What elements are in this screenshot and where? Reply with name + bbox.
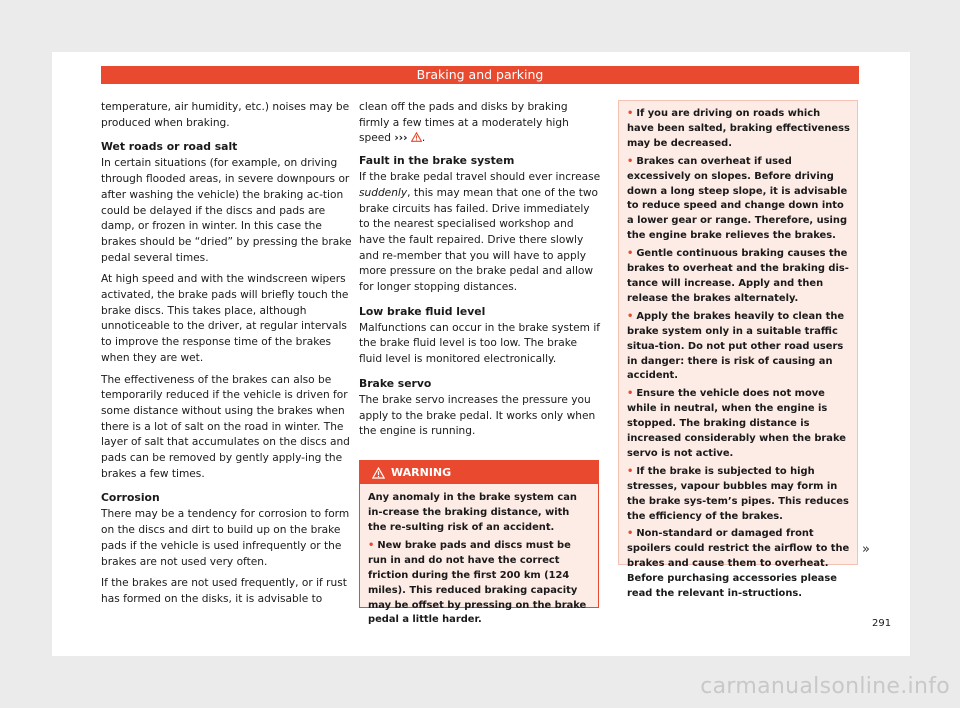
warning-item: • Non-standard or damaged front spoilers could restrict the airflow to the brakes and cause them to overheat. Before purchasing accessories please read the relevant in-structions. (627, 528, 850, 600)
text-column-middle (359, 100, 601, 446)
warning-header (360, 461, 598, 484)
warning-item: • Gentle continuous braking causes the brakes to overheat and the braking dis-tance will increase. Apply and then release the brakes alternately. (627, 248, 849, 304)
paragraph: There may be a tendency for corrosion to form on the discs and dirt to build up on the brake pads if the vehicle is used infrequently or the brakes are not used very often. (101, 508, 350, 568)
cross-reference[interactable]: ››› (394, 132, 408, 145)
bullet-icon: • (627, 388, 634, 400)
paragraph: Malfunctions can occur in the brake system if the brake fluid level is too low. The brake fluid level is monitored electronically. (359, 321, 601, 366)
warning-item: • Brakes can overheat if used excessively on slopes. Before driving down a long steep slope, it is advisable to reduce speed and change down into a lower gear or range. Therefore, using the engine brake relieves the brakes. (627, 155, 848, 242)
warning-item: • New brake pads and discs must be run in and do not have the correct friction during the first 200 km (124 miles). This reduced braking capacity may be offset by pressing on the brake pedal a little harder. (368, 540, 587, 626)
heading-fault: Fault in the brake system (359, 154, 515, 168)
continue-arrow-icon: » (862, 542, 870, 557)
section-header: Braking and parking (101, 66, 859, 84)
warning-continued-box (618, 100, 858, 600)
paragraph: In certain situations (for example, on driving through flooded areas, in severe downpours or after washing the vehicle) the braking ac-tion could be delayed if the discs and pads are damp, or frozen in winter. In this case the brakes should be “dried” by pressing the brake pedal several times. (101, 157, 352, 264)
bullet-icon: • (627, 310, 634, 322)
warning-item: • Apply the brakes heavily to clean the brake system only in a suitable traffic situa-tion. Do not put other road users in danger: there is risk of causing an accident. (627, 310, 845, 382)
bullet-icon: • (627, 465, 634, 477)
bullet-icon: • (627, 528, 634, 540)
bullet-icon: • (627, 108, 634, 119)
bullet-icon: • (368, 540, 375, 552)
warning-triangle-icon (372, 467, 385, 479)
paragraph: At high speed and with the windscreen wipers activated, the brake pads will briefly touch the brake discs. This takes place, although unnoticeable to the driver, at regular intervals to improve the response time of the brakes when they are wet. (101, 273, 349, 364)
warning-label: WARNING (391, 466, 452, 479)
watermark: carmanualsonline.info (700, 674, 950, 699)
heading-servo: Brake servo (359, 376, 432, 390)
bullet-icon: • (627, 248, 634, 260)
heading-fluid: Low brake fluid level (359, 304, 486, 318)
warning-body (360, 484, 598, 628)
text-column-left (101, 100, 356, 614)
paragraph: The effectiveness of the brakes can also be temporarily reduced if the vehicle is driven for some distance without using the brakes when there is a lot of salt on the road in winter. The layer of salt that accumulates on the discs and pads can be removed by gently apply-ing the brakes a few times. (101, 373, 350, 480)
warning-box (359, 460, 599, 626)
paragraph: If the brakes are not used frequently, or if rust has formed on the disks, it is advisable to (101, 577, 347, 605)
heading-corrosion: Corrosion (101, 491, 160, 505)
heading-wet-roads: Wet roads or road salt (101, 140, 238, 154)
warning-intro: Any anomaly in the brake system can in-crease the braking distance, with the re-sulting risk of an accident. (368, 492, 577, 533)
page-number: 291 (872, 618, 892, 629)
warning-item: • If the brake is subjected to high stresses, vapour bubbles may form in the brake sys-tem’s pipes. This reduces the efficiency of the brakes. (627, 465, 849, 522)
bullet-icon: • (627, 155, 634, 167)
paragraph: clean off the pads and disks by braking firmly a few times at a moderately high speed ››› . (359, 101, 569, 145)
paragraph: The brake servo increases the pressure you apply to the brake pedal. It works only when the engine is running. (359, 393, 596, 438)
paragraph: temperature, air humidity, etc.) noises may be produced when braking. (101, 101, 350, 129)
warning-item: • If you are driving on roads which have been salted, braking effectiveness may be decreased. (627, 108, 850, 149)
warning-item: • Ensure the vehicle does not move while in neutral, when the engine is stopped. The braking distance is increased considerably when the brake servo is not active. (627, 388, 846, 459)
warning-triangle-icon (411, 132, 422, 142)
paragraph: If the brake pedal travel should ever increase suddenly, this may mean that one of the two brake circuits has failed. Drive immediately to the nearest specialised workshop and have the fault repaired. Drive there slowly and re-member that you will have to apply more pressure on the brake pedal and allow for longer stopping distances. (359, 171, 601, 294)
